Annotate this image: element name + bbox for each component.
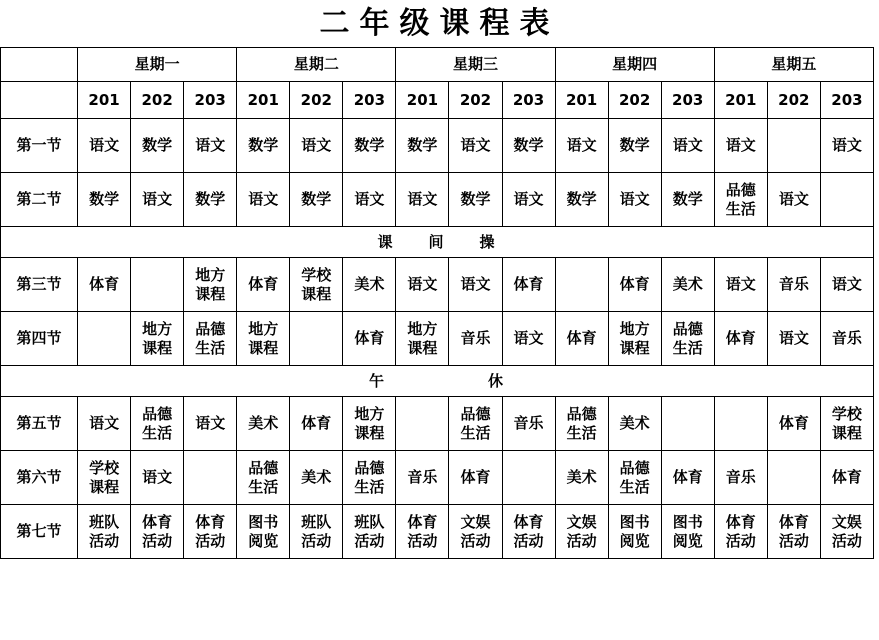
noon-break-row bbox=[1, 366, 874, 397]
class-header: 203 bbox=[661, 82, 714, 119]
schedule-cell bbox=[184, 258, 237, 312]
noon-break: 午 休 bbox=[1, 366, 874, 397]
subject-text: 图书 阅览 bbox=[619, 512, 650, 550]
schedule-cell bbox=[78, 312, 131, 366]
schedule-cell bbox=[555, 312, 608, 366]
schedule-cell bbox=[449, 397, 502, 451]
subject-text: 美术 bbox=[672, 275, 703, 293]
subject-text: 体育 活动 bbox=[407, 512, 438, 550]
subject-text: 体育 bbox=[301, 414, 332, 432]
schedule-cell bbox=[396, 505, 449, 559]
schedule-cell bbox=[608, 451, 661, 505]
schedule-cell bbox=[820, 397, 873, 451]
schedule-cell bbox=[237, 397, 290, 451]
schedule-cell bbox=[449, 258, 502, 312]
schedule-cell bbox=[184, 173, 237, 227]
schedule-cell bbox=[555, 505, 608, 559]
class-header-row bbox=[1, 82, 874, 119]
schedule-cell bbox=[290, 451, 343, 505]
schedule-cell bbox=[290, 173, 343, 227]
subject-text: 语文 bbox=[513, 329, 544, 347]
schedule-cell bbox=[343, 451, 396, 505]
schedule-cell bbox=[131, 397, 184, 451]
period-row bbox=[1, 505, 874, 559]
subject-text: 数学 bbox=[195, 190, 226, 208]
schedule-cell bbox=[661, 505, 714, 559]
schedule-cell bbox=[396, 258, 449, 312]
schedule-cell bbox=[714, 258, 767, 312]
schedule-cell bbox=[502, 119, 555, 173]
subject-text: 体育 活动 bbox=[513, 512, 544, 550]
schedule-cell bbox=[555, 451, 608, 505]
day-header: 星期五 bbox=[714, 48, 873, 82]
schedule-cell bbox=[767, 312, 820, 366]
subject-text: 语文 bbox=[672, 136, 703, 154]
schedule-cell bbox=[820, 451, 873, 505]
subject-text: 品德 生活 bbox=[566, 404, 597, 442]
schedule-cell bbox=[661, 451, 714, 505]
schedule-cell bbox=[767, 505, 820, 559]
schedule-cell bbox=[714, 505, 767, 559]
schedule-cell bbox=[396, 119, 449, 173]
class-header: 201 bbox=[78, 82, 131, 119]
class-header: 203 bbox=[184, 82, 237, 119]
schedule-cell bbox=[343, 312, 396, 366]
schedule-cell bbox=[502, 505, 555, 559]
corner-cell bbox=[1, 82, 78, 119]
subject-text: 美术 bbox=[566, 468, 597, 486]
day-header: 星期二 bbox=[237, 48, 396, 82]
subject-text: 美术 bbox=[354, 275, 385, 293]
subject-text: 数学 bbox=[89, 190, 120, 208]
subject-text: 美术 bbox=[301, 468, 332, 486]
class-header: 201 bbox=[555, 82, 608, 119]
subject-text: 班队 活动 bbox=[301, 512, 332, 550]
day-header-row bbox=[1, 48, 874, 82]
subject-text: 语文 bbox=[725, 136, 756, 154]
period-label: 第三节 bbox=[1, 258, 78, 312]
schedule-cell bbox=[131, 451, 184, 505]
schedule-cell bbox=[714, 312, 767, 366]
schedule-cell bbox=[184, 451, 237, 505]
subject-text: 语文 bbox=[407, 275, 438, 293]
subject-text: 学校 课程 bbox=[89, 458, 120, 496]
period-row bbox=[1, 397, 874, 451]
schedule-cell bbox=[131, 505, 184, 559]
subject-text: 数学 bbox=[142, 136, 173, 154]
schedule-cell bbox=[502, 451, 555, 505]
subject-text: 美术 bbox=[619, 414, 650, 432]
schedule-cell bbox=[714, 397, 767, 451]
subject-text: 体育 bbox=[831, 468, 862, 486]
period-label: 第四节 bbox=[1, 312, 78, 366]
schedule-cell bbox=[78, 397, 131, 451]
subject-text: 品德 生活 bbox=[672, 319, 703, 357]
subject-text: 文娱 活动 bbox=[566, 512, 597, 550]
subject-text: 数学 bbox=[619, 136, 650, 154]
schedule-cell bbox=[714, 451, 767, 505]
schedule-cell bbox=[555, 258, 608, 312]
class-header: 202 bbox=[290, 82, 343, 119]
subject-text: 品德 生活 bbox=[142, 404, 173, 442]
subject-text: 体育 活动 bbox=[195, 512, 226, 550]
subject-text: 数学 bbox=[407, 136, 438, 154]
subject-text: 体育 bbox=[725, 329, 756, 347]
schedule-cell bbox=[714, 173, 767, 227]
subject-text: 地方 课程 bbox=[619, 319, 650, 357]
schedule-cell bbox=[131, 119, 184, 173]
subject-text: 数学 bbox=[513, 136, 544, 154]
schedule-cell bbox=[290, 312, 343, 366]
class-header: 201 bbox=[714, 82, 767, 119]
subject-text: 音乐 bbox=[460, 329, 491, 347]
subject-text: 文娱 活动 bbox=[831, 512, 862, 550]
schedule-cell bbox=[767, 258, 820, 312]
schedule-cell bbox=[714, 119, 767, 173]
schedule-cell bbox=[608, 312, 661, 366]
subject-text: 品德 生活 bbox=[195, 319, 226, 357]
schedule-cell bbox=[767, 119, 820, 173]
schedule-cell bbox=[608, 119, 661, 173]
subject-text: 语文 bbox=[248, 190, 279, 208]
period-row bbox=[1, 173, 874, 227]
subject-text: 体育 活动 bbox=[725, 512, 756, 550]
subject-text: 体育 bbox=[619, 275, 650, 293]
schedule-cell bbox=[820, 119, 873, 173]
schedule-cell bbox=[237, 505, 290, 559]
schedule-cell bbox=[820, 258, 873, 312]
subject-text: 体育 bbox=[778, 414, 809, 432]
subject-text: 语文 bbox=[460, 136, 491, 154]
class-header: 202 bbox=[608, 82, 661, 119]
subject-text: 语文 bbox=[142, 190, 173, 208]
subject-text: 语文 bbox=[778, 329, 809, 347]
schedule-cell bbox=[290, 505, 343, 559]
morning-exercise-break: 课 间 操 bbox=[1, 227, 874, 258]
schedule-cell bbox=[661, 312, 714, 366]
schedule-cell bbox=[608, 505, 661, 559]
subject-text: 体育 bbox=[89, 275, 120, 293]
subject-text: 体育 bbox=[248, 275, 279, 293]
schedule-cell bbox=[820, 312, 873, 366]
schedule-cell bbox=[78, 119, 131, 173]
schedule-cell bbox=[78, 258, 131, 312]
schedule-cell bbox=[555, 173, 608, 227]
subject-text: 语文 bbox=[195, 414, 226, 432]
subject-text: 语文 bbox=[407, 190, 438, 208]
schedule-cell bbox=[449, 173, 502, 227]
subject-text: 班队 活动 bbox=[89, 512, 120, 550]
subject-text: 语文 bbox=[513, 190, 544, 208]
class-header: 202 bbox=[767, 82, 820, 119]
corner-cell bbox=[1, 48, 78, 82]
period-row bbox=[1, 119, 874, 173]
subject-text: 体育 bbox=[354, 329, 385, 347]
schedule-cell bbox=[290, 397, 343, 451]
subject-text: 语文 bbox=[831, 275, 862, 293]
subject-text: 数学 bbox=[672, 190, 703, 208]
schedule-cell bbox=[661, 173, 714, 227]
period-row bbox=[1, 258, 874, 312]
class-header: 203 bbox=[343, 82, 396, 119]
schedule-cell bbox=[131, 173, 184, 227]
subject-text: 音乐 bbox=[831, 329, 862, 347]
schedule-cell bbox=[184, 119, 237, 173]
schedule-cell bbox=[608, 173, 661, 227]
schedule-cell bbox=[78, 505, 131, 559]
period-label: 第六节 bbox=[1, 451, 78, 505]
subject-text: 图书 阅览 bbox=[672, 512, 703, 550]
schedule-cell bbox=[78, 173, 131, 227]
period-label: 第五节 bbox=[1, 397, 78, 451]
class-header: 203 bbox=[820, 82, 873, 119]
schedule-table bbox=[0, 47, 874, 559]
schedule-cell bbox=[555, 119, 608, 173]
schedule-cell bbox=[608, 397, 661, 451]
class-header: 203 bbox=[502, 82, 555, 119]
subject-text: 音乐 bbox=[725, 468, 756, 486]
schedule-cell bbox=[767, 397, 820, 451]
subject-text: 品德 生活 bbox=[725, 180, 756, 218]
subject-text: 语文 bbox=[778, 190, 809, 208]
subject-text: 品德 生活 bbox=[248, 458, 279, 496]
class-header: 201 bbox=[237, 82, 290, 119]
subject-text: 体育 活动 bbox=[778, 512, 809, 550]
subject-text: 图书 阅览 bbox=[248, 512, 279, 550]
subject-text: 语文 bbox=[89, 414, 120, 432]
subject-text: 体育 bbox=[513, 275, 544, 293]
schedule-cell bbox=[237, 451, 290, 505]
subject-text: 品德 生活 bbox=[619, 458, 650, 496]
day-header: 星期四 bbox=[555, 48, 714, 82]
schedule-cell bbox=[343, 505, 396, 559]
subject-text: 音乐 bbox=[407, 468, 438, 486]
schedule-cell bbox=[449, 451, 502, 505]
subject-text: 数学 bbox=[460, 190, 491, 208]
subject-text: 班队 活动 bbox=[354, 512, 385, 550]
subject-text: 语文 bbox=[301, 136, 332, 154]
subject-text: 语文 bbox=[460, 275, 491, 293]
day-header: 星期一 bbox=[78, 48, 237, 82]
schedule-cell bbox=[131, 312, 184, 366]
schedule-cell bbox=[343, 119, 396, 173]
subject-text: 数学 bbox=[566, 190, 597, 208]
subject-text: 语文 bbox=[89, 136, 120, 154]
schedule-cell bbox=[237, 173, 290, 227]
subject-text: 语文 bbox=[619, 190, 650, 208]
day-header: 星期三 bbox=[396, 48, 555, 82]
subject-text: 语文 bbox=[725, 275, 756, 293]
schedule-cell bbox=[343, 258, 396, 312]
schedule-cell bbox=[343, 397, 396, 451]
subject-text: 品德 生活 bbox=[460, 404, 491, 442]
schedule-cell bbox=[396, 312, 449, 366]
schedule-cell bbox=[502, 397, 555, 451]
schedule-cell bbox=[661, 397, 714, 451]
subject-text: 地方 课程 bbox=[142, 319, 173, 357]
schedule-cell bbox=[237, 312, 290, 366]
schedule-cell bbox=[449, 312, 502, 366]
schedule-cell bbox=[449, 119, 502, 173]
subject-text: 地方 课程 bbox=[248, 319, 279, 357]
schedule-cell bbox=[396, 397, 449, 451]
subject-text: 美术 bbox=[248, 414, 279, 432]
schedule-cell bbox=[237, 258, 290, 312]
subject-text: 体育 bbox=[460, 468, 491, 486]
schedule-cell bbox=[661, 258, 714, 312]
subject-text: 品德 生活 bbox=[354, 458, 385, 496]
schedule-cell bbox=[820, 173, 873, 227]
subject-text: 语文 bbox=[195, 136, 226, 154]
period-label: 第七节 bbox=[1, 505, 78, 559]
page-title: 二年级课程表 bbox=[319, 6, 560, 41]
subject-text: 学校 课程 bbox=[831, 404, 862, 442]
schedule-cell bbox=[502, 312, 555, 366]
subject-text: 文娱 活动 bbox=[460, 512, 491, 550]
subject-text: 地方 课程 bbox=[407, 319, 438, 357]
schedule-cell bbox=[396, 173, 449, 227]
schedule-cell bbox=[184, 397, 237, 451]
period-row bbox=[1, 312, 874, 366]
schedule-cell bbox=[502, 258, 555, 312]
subject-text: 地方 课程 bbox=[195, 265, 226, 303]
schedule-cell bbox=[767, 173, 820, 227]
schedule-cell bbox=[396, 451, 449, 505]
schedule-cell bbox=[767, 451, 820, 505]
subject-text: 体育 bbox=[566, 329, 597, 347]
schedule-cell bbox=[820, 505, 873, 559]
subject-text: 地方 课程 bbox=[354, 404, 385, 442]
schedule-cell bbox=[237, 119, 290, 173]
schedule-cell bbox=[343, 173, 396, 227]
schedule-cell bbox=[449, 505, 502, 559]
subject-text: 数学 bbox=[301, 190, 332, 208]
subject-text: 学校 课程 bbox=[301, 265, 332, 303]
subject-text: 语文 bbox=[354, 190, 385, 208]
subject-text: 音乐 bbox=[513, 414, 544, 432]
subject-text: 体育 活动 bbox=[142, 512, 173, 550]
schedule-cell bbox=[502, 173, 555, 227]
schedule-cell bbox=[184, 505, 237, 559]
schedule-cell bbox=[608, 258, 661, 312]
subject-text: 体育 bbox=[672, 468, 703, 486]
schedule-cell bbox=[661, 119, 714, 173]
subject-text: 数学 bbox=[248, 136, 279, 154]
subject-text: 音乐 bbox=[778, 275, 809, 293]
period-label: 第一节 bbox=[1, 119, 78, 173]
schedule-cell bbox=[290, 258, 343, 312]
class-header: 201 bbox=[396, 82, 449, 119]
schedule-cell bbox=[290, 119, 343, 173]
schedule-cell bbox=[78, 451, 131, 505]
class-header: 202 bbox=[449, 82, 502, 119]
period-label: 第二节 bbox=[1, 173, 78, 227]
schedule-cell bbox=[555, 397, 608, 451]
period-row bbox=[1, 451, 874, 505]
morning-exercise-break-row bbox=[1, 227, 874, 258]
subject-text: 数学 bbox=[354, 136, 385, 154]
subject-text: 语文 bbox=[831, 136, 862, 154]
subject-text: 语文 bbox=[566, 136, 597, 154]
schedule-cell bbox=[184, 312, 237, 366]
schedule-cell bbox=[131, 258, 184, 312]
subject-text: 语文 bbox=[142, 468, 173, 486]
class-header: 202 bbox=[131, 82, 184, 119]
